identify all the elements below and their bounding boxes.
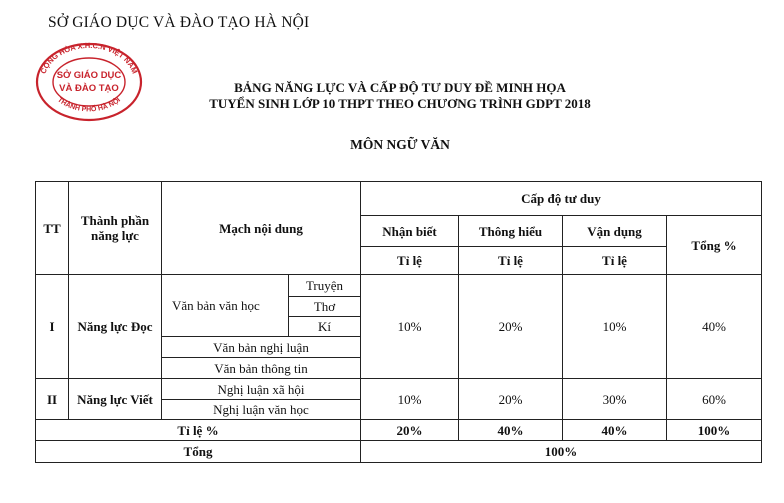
argument-text: Văn bản nghị luận xyxy=(162,337,361,358)
header-component: Thành phần năng lực xyxy=(69,182,162,275)
literary-text: Văn bản văn học xyxy=(162,275,289,337)
section1-component: Năng lực Đọc xyxy=(69,275,162,379)
genre-memoir: Kí xyxy=(289,317,361,337)
section2-apply: 30% xyxy=(563,379,667,420)
ratio-label: Tỉ lệ % xyxy=(36,420,361,441)
header-level-group: Cấp độ tư duy xyxy=(361,182,762,216)
section2-component: Năng lực Viết xyxy=(69,379,162,420)
document-title-line2: TUYỂN SINH LỚP 10 THPT THEO CHƯƠNG TRÌNH GDPT 2018 xyxy=(209,96,591,111)
section2-tt: II xyxy=(36,379,69,420)
stamp-center-line2: VÀ ĐÀO TẠO xyxy=(59,83,119,94)
section1-tt: I xyxy=(36,275,69,379)
org-name: SỞ GIÁO DỤC VÀ ĐÀO TẠO HÀ NỘI xyxy=(48,14,310,31)
stamp-center-line1: SỞ GIÁO DỤC xyxy=(56,70,122,81)
stamp-bottom-text: THÀNH PHỐ HÀ NỘI xyxy=(56,96,122,114)
genre-poem: Thơ xyxy=(289,297,361,317)
total-value: 100% xyxy=(361,441,762,463)
ratio-total: 100% xyxy=(667,420,762,441)
header-content: Mạch nội dung xyxy=(162,182,361,275)
header-apply: Vận dụng xyxy=(563,216,667,247)
info-text: Văn bản thông tin xyxy=(162,358,361,379)
literary-argument: Nghị luận văn học xyxy=(162,400,361,420)
header-recognize: Nhận biết xyxy=(361,216,459,247)
header-tt: TT xyxy=(36,182,69,275)
header-ratio-understand: Tỉ lệ xyxy=(459,247,563,275)
section1-understand: 20% xyxy=(459,275,563,379)
stamp-outer-text: CỘNG HÒA X.H.C.N VIỆT NAM xyxy=(38,40,140,75)
section1-apply: 10% xyxy=(563,275,667,379)
official-stamp xyxy=(30,38,148,122)
genre-story: Truyện xyxy=(289,275,361,297)
svg-text:THÀNH PHỐ HÀ NỘI xyxy=(56,96,122,114)
section2-understand: 20% xyxy=(459,379,563,420)
ratio-understand: 40% xyxy=(459,420,563,441)
section2-recognize: 10% xyxy=(361,379,459,420)
subject-title: MÔN NGỮ VĂN xyxy=(350,137,450,152)
ratio-recognize: 20% xyxy=(361,420,459,441)
ratio-apply: 40% xyxy=(563,420,667,441)
section2-total: 60% xyxy=(667,379,762,420)
social-argument: Nghị luận xã hội xyxy=(162,379,361,400)
document-title-line1: BẢNG NĂNG LỰC VÀ CẤP ĐỘ TƯ DUY ĐỀ MINH HỌA xyxy=(234,80,566,95)
competency-table xyxy=(35,181,762,463)
section1-total: 40% xyxy=(667,275,762,379)
header-total: Tổng % xyxy=(667,216,762,275)
section1-recognize: 10% xyxy=(361,275,459,379)
header-understand: Thông hiểu xyxy=(459,216,563,247)
header-ratio-apply: Tỉ lệ xyxy=(563,247,667,275)
header-ratio-recognize: Tỉ lệ xyxy=(361,247,459,275)
total-label: Tổng xyxy=(36,441,361,463)
